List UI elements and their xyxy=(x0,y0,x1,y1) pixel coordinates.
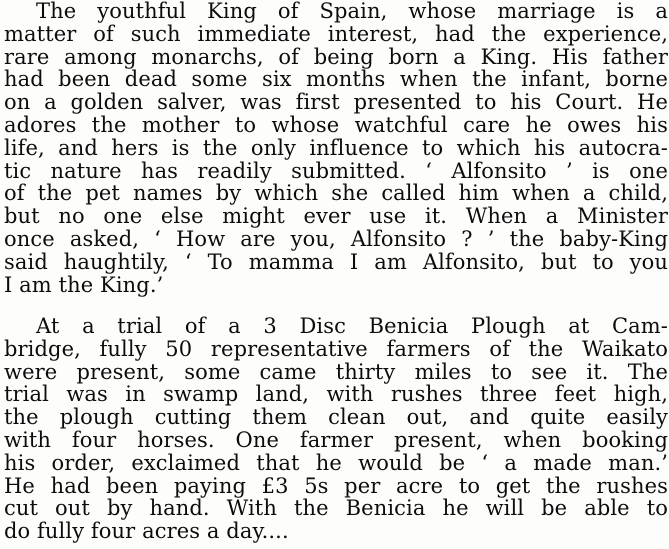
text-line: do fully four acres a day.... xyxy=(4,519,289,544)
text-line: adores the mother to whose watchful care he owes his xyxy=(4,112,668,137)
paragraph-king-of-spain xyxy=(4,0,668,296)
text-line: of the pet names by which she called him when a child, xyxy=(4,181,668,206)
text-line: rare among monarchs, of being born a King. His father xyxy=(4,44,668,69)
text-line: once asked, ‘ How are you, Alfonsito ? ’ the baby-King xyxy=(4,226,668,251)
text-line: with four horses. One farmer present, when booking xyxy=(4,427,668,452)
text-line: bridge, fully 50 representative farmers of the Waikato xyxy=(4,336,668,361)
text-line: tic nature has readily submitted. ‘ Alfonsito ’ is one xyxy=(4,158,668,183)
text-line: trial was in swamp land, with rushes three feet high, xyxy=(4,382,668,407)
text-line: said haughtily, ‘ To mamma I am Alfonsito, but to you xyxy=(4,249,668,274)
text-line: but no one else might ever use it. When a Minister xyxy=(4,204,668,229)
text-line: I am the King.’ xyxy=(4,272,164,297)
text-line: life, and hers is the only influence to which his autocra- xyxy=(4,135,668,160)
text-line: on a golden salver, was first presented to his Court. He xyxy=(4,90,668,115)
text-line: He had been paying £3 5s per acre to get the rushes xyxy=(4,473,668,498)
text-line: his order, exclaimed that he would be ‘ a made man.’ xyxy=(4,450,668,475)
text-line: At a trial of a 3 Disc Benicia Plough at Cam- xyxy=(36,314,668,338)
paragraph-benicia-plough xyxy=(4,315,668,543)
text-line: cut out by hand. With the Benicia he will be able to xyxy=(4,496,668,521)
text-line: had been dead some six months when the infant, borne xyxy=(4,67,668,92)
text-line: The youthful King of Spain, whose marriage is a xyxy=(36,0,668,23)
text-line: matter of such immediate interest, had the experience, xyxy=(4,21,668,46)
text-line: were present, some came thirty miles to see it. The xyxy=(4,359,668,384)
text-line: the plough cutting them clean out, and quite easily xyxy=(4,405,668,430)
